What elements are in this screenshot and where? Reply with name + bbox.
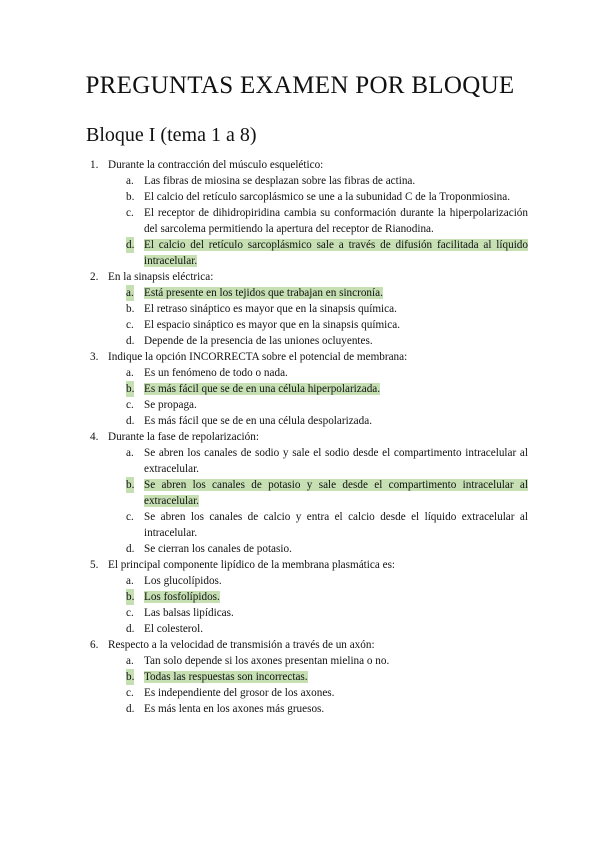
- option-text: Se cierran los canales de potasio.: [144, 543, 292, 555]
- option-letter: a.: [126, 447, 134, 459]
- question-number: 5.: [90, 559, 99, 571]
- option-letter: b.: [126, 591, 135, 603]
- answer-option: [72, 541, 528, 557]
- option-letter: b.: [126, 479, 135, 491]
- option-letter: a.: [126, 655, 134, 667]
- option-text: Los glucolípidos.: [144, 575, 222, 587]
- question-text: Durante la contracción del músculo esquelético:: [108, 159, 324, 171]
- question-number: 4.: [90, 431, 99, 443]
- option-text: Todas las respuestas son incorrectas.: [144, 671, 308, 683]
- answer-option: [72, 509, 528, 541]
- answer-option-correct: [72, 285, 528, 301]
- question: [72, 157, 528, 173]
- answer-option: [72, 317, 528, 333]
- answer-option: [72, 189, 528, 205]
- option-letter: a.: [126, 287, 134, 299]
- question-text: En la sinapsis eléctrica:: [108, 271, 214, 283]
- option-text: El colesterol.: [144, 623, 204, 635]
- question-text: Durante la fase de repolarización:: [108, 431, 259, 443]
- option-letter: c.: [126, 207, 134, 219]
- option-letter: c.: [126, 607, 134, 619]
- question-text: Respecto a la velocidad de transmisión a través de un axón:: [108, 639, 375, 651]
- answer-option: [72, 621, 528, 637]
- page-title: PREGUNTAS EXAMEN POR BLOQUE: [85, 72, 515, 99]
- option-text: Está presente en los tejidos que trabajan en sincronía.: [144, 287, 383, 299]
- option-text: Tan solo depende si los axones presentan mielina o no.: [144, 655, 390, 667]
- answer-option-correct: [72, 669, 528, 685]
- option-text: El calcio del retículo sarcoplásmico se une a la subunidad C de la Troponmiosina.: [144, 191, 510, 203]
- answer-option: [72, 205, 528, 237]
- question-number: 1.: [90, 159, 99, 171]
- option-letter: d.: [126, 415, 135, 427]
- question-number: 6.: [90, 639, 99, 651]
- option-text: Las fibras de miosina se desplazan sobre las fibras de actina.: [144, 175, 416, 187]
- option-text: Los fosfolípidos.: [144, 591, 220, 603]
- question-text: Indique la opción INCORRECTA sobre el potencial de membrana:: [108, 351, 408, 363]
- section-heading: Bloque I (tema 1 a 8): [86, 124, 257, 146]
- option-letter: b.: [126, 303, 135, 315]
- option-text: Es más fácil que se de en una célula hiperpolarizada.: [144, 383, 381, 395]
- option-letter: c.: [126, 319, 134, 331]
- option-text: Es más fácil que se de en una célula despolarizada.: [144, 415, 372, 427]
- answer-option: [72, 653, 528, 669]
- option-letter: a.: [126, 575, 134, 587]
- answer-option-correct: [72, 477, 528, 509]
- question-list: [72, 157, 528, 717]
- answer-option: [72, 365, 528, 381]
- option-text: Las balsas lipídicas.: [144, 607, 234, 619]
- option-text: Se propaga.: [144, 399, 197, 411]
- option-text: Se abren los canales de sodio y sale el sodio desde el compartimento intracelular al extracelular.: [144, 447, 528, 475]
- option-text: El calcio del retículo sarcoplásmico sale a través de difusión facilitada al líquido intracelular.: [144, 239, 528, 267]
- option-letter: a.: [126, 367, 134, 379]
- question-number: 2.: [90, 271, 99, 283]
- option-text: Se abren los canales de potasio y sale desde el compartimento intracelular al extracelular.: [144, 479, 528, 507]
- option-letter: b.: [126, 383, 135, 395]
- question: [72, 269, 528, 285]
- option-letter: c.: [126, 399, 134, 411]
- question: [72, 429, 528, 445]
- option-text: El espacio sináptico es mayor que en la sinapsis química.: [144, 319, 401, 331]
- answer-option: [72, 685, 528, 701]
- question: [72, 557, 528, 573]
- answer-option: [72, 605, 528, 621]
- option-letter: b.: [126, 671, 135, 683]
- answer-option: [72, 701, 528, 717]
- option-text: Es un fenómeno de todo o nada.: [144, 367, 288, 379]
- answer-option-correct: [72, 381, 528, 397]
- answer-option: [72, 445, 528, 477]
- question-number: 3.: [90, 351, 99, 363]
- question-text: El principal componente lipídico de la membrana plasmática es:: [108, 559, 396, 571]
- option-letter: d.: [126, 239, 135, 251]
- option-letter: c.: [126, 687, 134, 699]
- option-text: Depende de la presencia de las uniones ocluyentes.: [144, 335, 373, 347]
- option-text: Es más lenta en los axones más gruesos.: [144, 703, 325, 715]
- answer-option: [72, 333, 528, 349]
- answer-option: [72, 301, 528, 317]
- option-text: El receptor de dihidropiridina cambia su conformación durante la hiperpolarización del sarcolema permitiendo la apertura del receptor de Rianodina.: [144, 207, 528, 235]
- answer-option: [72, 173, 528, 189]
- option-letter: b.: [126, 191, 135, 203]
- question: [72, 637, 528, 653]
- option-letter: d.: [126, 703, 135, 715]
- question: [72, 349, 528, 365]
- answer-option: [72, 413, 528, 429]
- answer-option: [72, 397, 528, 413]
- option-letter: d.: [126, 335, 135, 347]
- option-letter: a.: [126, 175, 134, 187]
- answer-option-correct: [72, 589, 528, 605]
- answer-option-correct: [72, 237, 528, 269]
- answer-option: [72, 573, 528, 589]
- option-letter: d.: [126, 623, 135, 635]
- option-text: El retraso sináptico es mayor que en la sinapsis química.: [144, 303, 397, 315]
- option-letter: c.: [126, 511, 134, 523]
- option-text: Se abren los canales de calcio y entra el calcio desde el líquido extracelular al intracelular.: [144, 511, 528, 539]
- option-letter: d.: [126, 543, 135, 555]
- option-text: Es independiente del grosor de los axones.: [144, 687, 335, 699]
